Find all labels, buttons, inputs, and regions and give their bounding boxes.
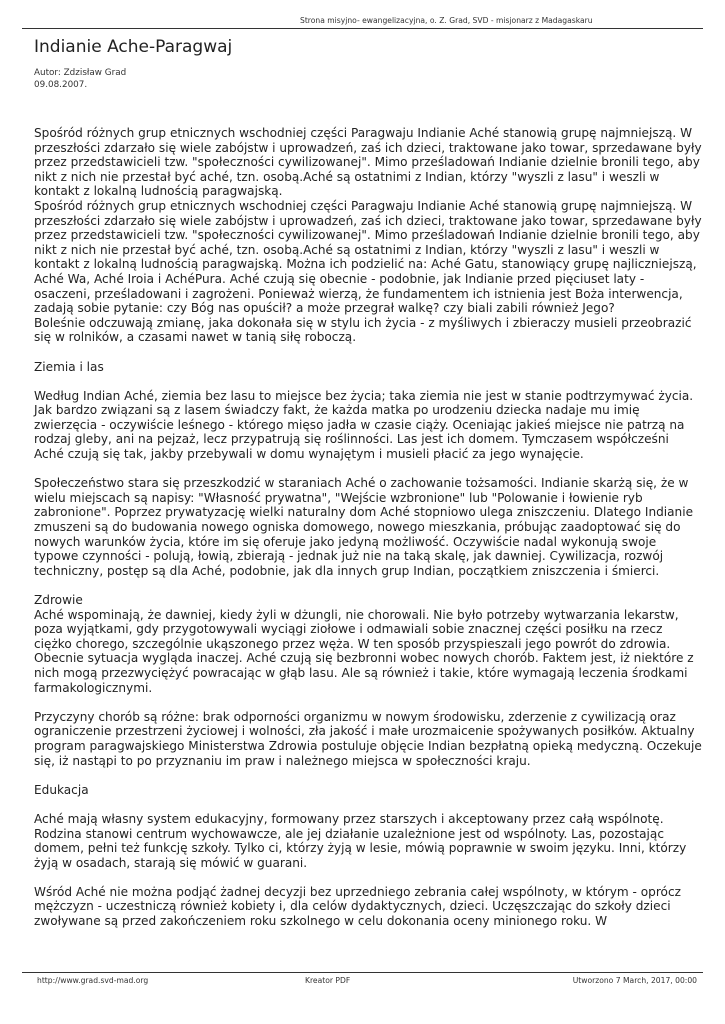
header-divider [22, 28, 703, 29]
page-header-text: Strona misyjno- ewangelizacyjna, o. Z. Grad, SVD - misjonarz z Madagaskaru [300, 16, 593, 25]
footer-created-date: Utworzono 7 March, 2017, 00:00 [572, 976, 697, 985]
footer-site-url[interactable]: http://www.grad.svd-mad.org [37, 976, 149, 985]
article-meta [34, 68, 126, 91]
body-paragraph: Spośród różnych grup etnicznych wschodniej części Paragwaju Indianie Aché stanowią grupę najmniejszą. W przeszłości zdarzało się wiele zabójstw i uprowadzeń, zaś ich dzieci, traktowane jako towar, sprzedawane były przez przedstawicieli tzw. "społeczności cywilizowanej". Mimo prześladowań Indianie dzielnie bronili tego, aby nikt z nich nie przestał być aché, tzn. osobą.Aché są ostatnimi z Indian, którzy "wyszli z lasu" i weszli w kontakt z lokalną ludnością paragwajską. [34, 126, 702, 199]
section-heading-ziemia: Ziemia i las [34, 359, 104, 374]
body-paragraph: Boleśnie odczuwają zmianę, jaka dokonała się w stylu ich życia - z myśliwych i zbieraczy musieli przeobrazić się w rolników, a czasami nawet w tanią siłę roboczą. [34, 315, 692, 345]
body-paragraph: Społeczeństwo stara się przeszkodzić w staraniach Aché o zachowanie tożsamości. Indianie skarżą się, że w wielu miejscach są napisy: "Własność prywatna", "Wejście wzbronione" lub "Polowanie i łowienie ryb zabronione". Poprzez prywatyzację wielki naturalny dom Aché stopniowo ulega zniszczeniu. Dlatego Indianie zmuszeni są do budowania nowego ogniska domowego, nowego mieszkania, próbując zaadoptować się do nowych warunków życia, które im się oferuje jako jedyną możliwość. Oczywiście nadal wykonują swoje typowe czynności - polują, łowią, zbierają - jednak już nie na taką skalę, jak dawniej. Cywilizacja, rozwój techniczny, postęp są dla Aché, podobnie, jak dla innych grup Indian, początkiem zniszczenia i śmierci. [34, 476, 694, 578]
body-paragraph: Wśród Aché nie można podjąć żadnej decyzji bez uprzedniego zebrania całej wspólnoty, w którym - oprócz mężczyzn - uczestniczą również kobiety i, dla celów dydaktycznych, dzieci. Uczęszczając do szkoły dzieci zwoływane są przed zakończeniem roku szkolnego w celu dokonania oceny minionego roku. W [34, 884, 681, 929]
publish-date: 09.08.2007. [34, 79, 88, 90]
article-body [34, 126, 702, 943]
footer-generator: Kreator PDF [305, 976, 351, 985]
body-paragraph: Według Indian Aché, ziemia bez lasu to miejsce bez życia; taka ziemia nie jest w stanie podtrzymywać życia. Jak bardzo związani są z lasem świadczy fakt, że każda matka po urodzeniu dziecka nadaje mu imię zwierzęcia - oczywiście leśnego - którego mięso jadła w czasie ciąży. Oceniając jakieś miejsce nie patrzą na rodzaj gleby, ani na pejzaż, lecz przypatrują się roślinności. Las jest ich domem. Tymczasem współcześni Aché czują się tak, jakby przebywali w domu wynajętym i musieli płacić za jego wynajęcie. [34, 388, 694, 462]
section-heading-edukacja: Edukacja [34, 782, 89, 797]
body-paragraph: Aché wspominają, że dawniej, kiedy żyli w dżungli, nie chorowali. Nie było potrzeby wytwarzania lekarstw, poza wyjątkami, gdy przygotowywali wyciągi ziołowe i odmawiali sobie znacznej części posiłku na rzecz ciężko chorego, szczególnie ukąszonego przez węża. W ten sposób przyspieszali jego powrót do zdrowia. Obecnie sytuacja wygląda inaczej. Aché czują się bezbronni wobec nowych chorób. Faktem jest, iż niektóre z nich mogą przezwyciężyć powracając w głąb lasu. Ale są również i takie, które wymagają leczenia środkami farmakologicznymi. [34, 607, 694, 695]
section-heading-zdrowie: Zdrowie [34, 593, 83, 607]
author-line: Autor: Zdzisław Grad [34, 68, 127, 78]
footer-divider [22, 972, 703, 973]
body-paragraph: Przyczyny chorób są różne: brak odporności organizmu w nowym środowisku, zderzenie z cywilizacją oraz ograniczenie przestrzeni życiowej i wolności, zła jakość i małe urozmaicenie spożywanych posiłków. Aktualny program paragwajskiego Ministerstwa Zdrowia postuluje objęcie Indian bezpłatną opieką medyczną. Oczekuje się, iż nastąpi to po przyznaniu im praw i należnego miejsca w społeczności kraju. [34, 709, 702, 768]
body-paragraph: Spośród różnych grup etnicznych wschodniej części Paragwaju Indianie Aché stanowią grupę najmniejszą. W przeszłości zdarzało się wiele zabójstw i uprowadzeń, zaś ich dzieci, traktowane jako towar, sprzedawane były przez przedstawicieli tzw. "społeczności cywilizowanej". Mimo prześladowań Indianie dzielnie bronili tego, aby nikt z nich nie przestał być aché, tzn. osobą.Aché są ostatnimi z Indian, którzy "wyszli z lasu" i weszli w kontakt z lokalną ludnością paragwajską. Można ich podzielić na: Aché Gatu, stanowiący grupę najliczniejszą, Aché Wa, Aché Iroia i AchéPura. Aché czują się obecnie - podobnie, jak Indianie przed pięciuset laty - osaczeni, prześladowani i zagrożeni. Ponieważ wierzą, że fundamentem ich istnienia jest Boża interwencja, zadają sobie pytanie: czy Bóg nas opuścił? a może przegrał walkę? czy biali zabili również Jego? [34, 198, 702, 316]
article-title: Indianie Ache-Paragwaj [34, 37, 233, 57]
body-paragraph: Aché mają własny system edukacyjny, formowany przez starszych i akceptowany przez całą wspólnotę. Rodzina stanowi centrum wychowawcze, ale jej działanie uzależnione jest od wspólnoty. Las, pozostając domem, pełni też funkcję szkoły. Tylko ci, którzy żyją w lesie, mówią poprawnie w swoim języku. Inni, którzy żyją w osadach, starają się mówić w guarani. [34, 811, 687, 870]
